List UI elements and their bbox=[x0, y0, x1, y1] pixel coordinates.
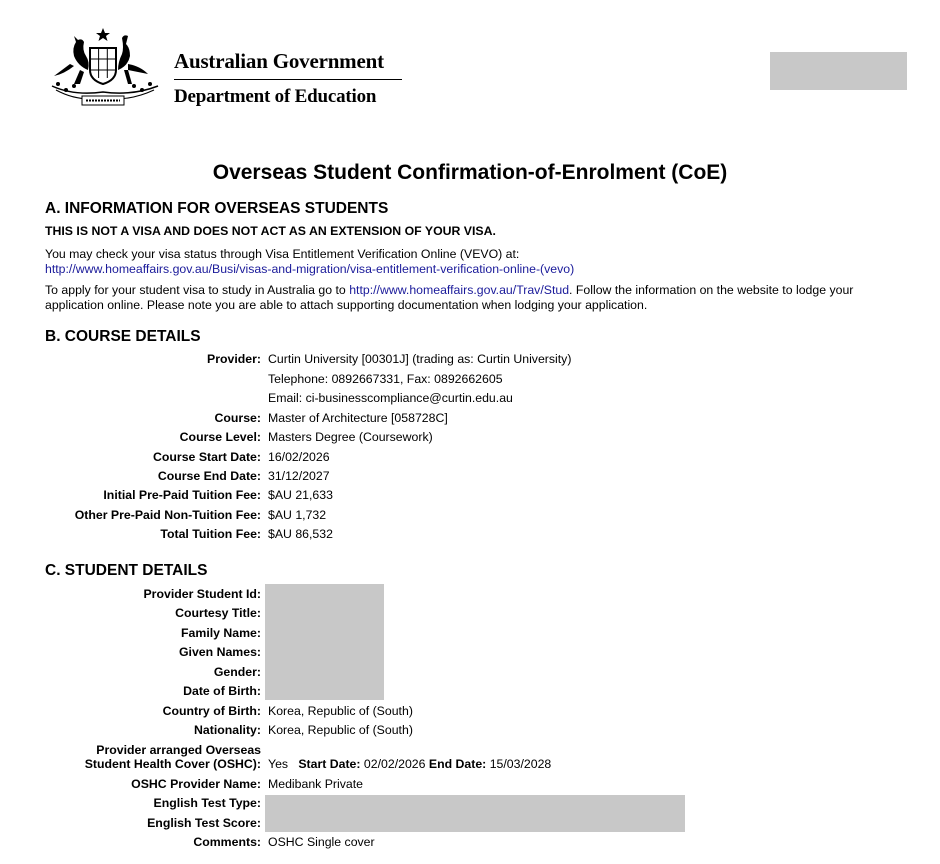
oshc-row bbox=[0, 743, 940, 775]
email-row bbox=[0, 391, 940, 409]
nationality-row bbox=[0, 723, 940, 741]
gender-row bbox=[0, 665, 940, 683]
department-name: Department of Education bbox=[174, 86, 377, 107]
oshc-end-value: 15/03/2028 bbox=[489, 757, 552, 771]
course-end-value: 31/12/2027 bbox=[268, 469, 330, 483]
provider-label: Provider: bbox=[207, 352, 261, 366]
oshc-label bbox=[21, 743, 261, 771]
comments-value: OSHC Single cover bbox=[268, 835, 375, 849]
student-id-row bbox=[0, 587, 940, 605]
non-tuition-fee-row bbox=[0, 508, 940, 526]
oshc-end-label: End Date: bbox=[428, 757, 487, 771]
given-names-label: Given Names: bbox=[178, 645, 261, 659]
visa-warning: THIS IS NOT A VISA AND DOES NOT ACT AS AN EXTENSION OF YOUR VISA. bbox=[45, 224, 496, 238]
course-start-value: 16/02/2026 bbox=[268, 450, 330, 464]
vevo-text: You may check your visa status through Visa Entitlement Verification Online (VEVO) at: bbox=[45, 247, 520, 261]
course-label: Course: bbox=[214, 411, 261, 425]
apply-text-start: To apply for your student visa to study in Australia go to bbox=[45, 283, 350, 297]
document-title: Overseas Student Confirmation-of-Enrolment (CoE) bbox=[212, 161, 728, 184]
oshc-label-line1: Provider arranged Overseas bbox=[96, 743, 261, 757]
family-name-row bbox=[0, 626, 940, 644]
english-test-type-label: English Test Type: bbox=[153, 796, 261, 810]
nationality-label: Nationality: bbox=[194, 723, 261, 737]
oshc-start-label: Start Date: bbox=[298, 757, 361, 771]
country-of-birth-value: Korea, Republic of (South) bbox=[268, 704, 413, 718]
course-value: Master of Architecture [058728C] bbox=[268, 411, 448, 425]
apply-link[interactable]: http://www.homeaffairs.gov.au/Trav/Stud bbox=[349, 283, 570, 297]
student-id-label: Provider Student Id: bbox=[143, 587, 261, 601]
course-end-row bbox=[0, 469, 940, 487]
telephone-row bbox=[0, 372, 940, 390]
country-of-birth-label: Country of Birth: bbox=[162, 704, 261, 718]
gender-label: Gender: bbox=[213, 665, 261, 679]
family-name-label: Family Name: bbox=[181, 626, 261, 640]
oshc-label-line2: Student Health Cover (OSHC): bbox=[84, 757, 261, 771]
comments-row bbox=[0, 835, 940, 853]
tuition-fee-label: Initial Pre-Paid Tuition Fee: bbox=[103, 488, 261, 502]
courtesy-title-row bbox=[0, 606, 940, 624]
course-start-label: Course Start Date: bbox=[153, 450, 261, 464]
total-fee-label: Total Tuition Fee: bbox=[160, 527, 261, 541]
non-tuition-fee-value: $AU 1,732 bbox=[268, 508, 327, 522]
course-end-label: Course End Date: bbox=[157, 469, 261, 483]
section-c-heading: C. STUDENT DETAILS bbox=[45, 562, 208, 579]
tuition-fee-value: $AU 21,633 bbox=[268, 488, 333, 502]
vevo-paragraph bbox=[45, 247, 905, 277]
oshc-provider-value: Medibank Private bbox=[268, 777, 364, 791]
coat-of-arms-icon bbox=[44, 26, 166, 108]
total-fee-value: $AU 86,532 bbox=[268, 527, 333, 541]
english-test-type-row bbox=[0, 796, 940, 814]
document-header bbox=[44, 26, 424, 116]
section-a-heading: A. INFORMATION FOR OVERSEAS STUDENTS bbox=[45, 200, 389, 217]
country-of-birth-row bbox=[0, 704, 940, 722]
date-of-birth-label: Date of Birth: bbox=[183, 684, 261, 698]
course-level-value: Masters Degree (Coursework) bbox=[268, 430, 433, 444]
date-of-birth-row bbox=[0, 684, 940, 702]
comments-label: Comments: bbox=[193, 835, 261, 849]
oshc-start-value: 02/02/2026 bbox=[363, 757, 426, 771]
given-names-row bbox=[0, 645, 940, 663]
tuition-fee-row bbox=[0, 488, 940, 506]
total-fee-row bbox=[0, 527, 940, 545]
apply-paragraph bbox=[45, 283, 905, 313]
course-level-label: Course Level: bbox=[179, 430, 261, 444]
section-b-heading: B. COURSE DETAILS bbox=[45, 328, 201, 345]
oshc-provider-label: OSHC Provider Name: bbox=[131, 777, 261, 791]
nationality-value: Korea, Republic of (South) bbox=[268, 723, 413, 737]
oshc-details bbox=[268, 757, 551, 772]
courtesy-title-label: Courtesy Title: bbox=[175, 606, 261, 620]
provider-row bbox=[0, 352, 940, 370]
government-name: Australian Government bbox=[174, 49, 384, 73]
vevo-link[interactable]: http://www.homeaffairs.gov.au/Busi/visas-and-migration/visa-entitlement-verification-online-(vevo) bbox=[45, 262, 575, 276]
provider-telephone: Telephone: 0892667331, Fax: 0892662605 bbox=[268, 372, 503, 386]
english-test-score-row bbox=[0, 816, 940, 834]
oshc-value: Yes bbox=[268, 757, 289, 771]
course-row bbox=[0, 411, 940, 429]
course-level-row bbox=[0, 430, 940, 448]
non-tuition-fee-label: Other Pre-Paid Non-Tuition Fee: bbox=[74, 508, 261, 522]
english-test-score-label: English Test Score: bbox=[147, 816, 261, 830]
header-divider bbox=[174, 79, 402, 80]
provider-email: Email: ci-businesscompliance@curtin.edu.au bbox=[268, 391, 513, 405]
government-name-block bbox=[174, 48, 402, 108]
provider-value: Curtin University [00301J] (trading as: Curtin University) bbox=[268, 352, 572, 366]
apply-text-end: . Follow the information on the website to lodge your application online. Please note you are able to attach supporting documentation when lodging your application. bbox=[45, 283, 854, 312]
course-start-row bbox=[0, 450, 940, 468]
oshc-provider-row bbox=[0, 777, 940, 795]
redacted-block-header bbox=[770, 52, 907, 90]
